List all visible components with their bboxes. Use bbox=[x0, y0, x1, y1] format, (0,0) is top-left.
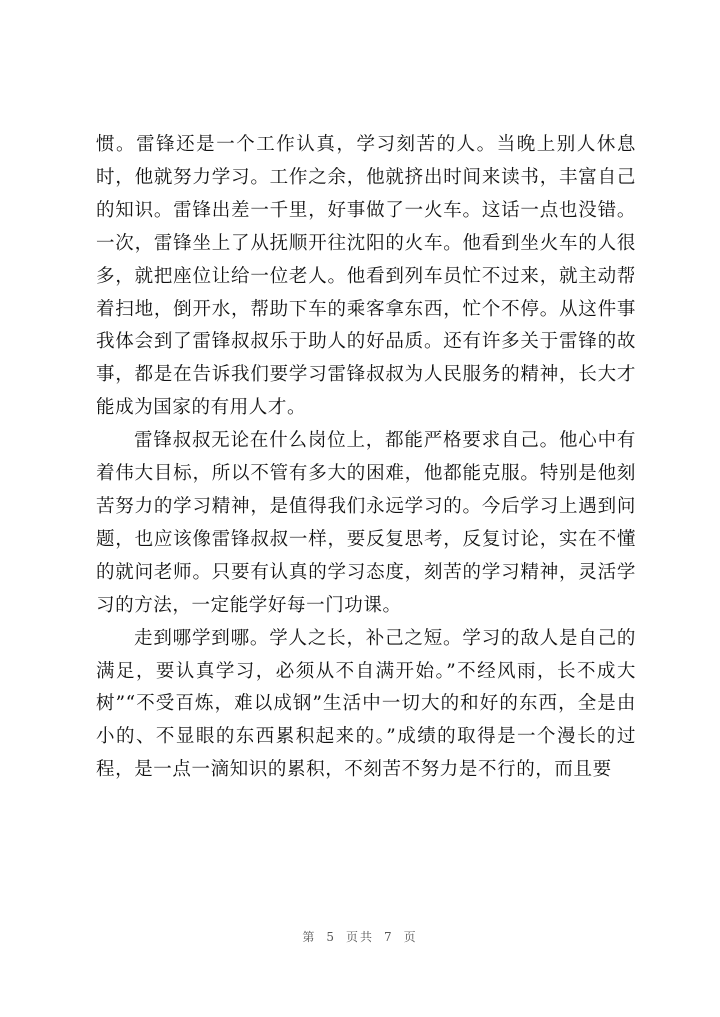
page-end-label: 页 bbox=[403, 930, 418, 944]
page-total-label: 页共 bbox=[345, 930, 374, 944]
paragraph-1: 惯。雷锋还是一个工作认真，学习刻苦的人。当晚上别人休息时，他就努力学习。工作之余，他就挤出时间来读书，丰富自己的知识。雷锋出差一千里，好事做了一火车。这话一点也没错。一次，雷锋坐上了从抚顺开往沈阳的火车。他看到坐火车的人很多，就把座位让给一位老人。他看到列车员忙不过来，就主动帮着扫地，倒开水，帮助下车的乘客拿东西，忙个不停。从这件事我体会到了雷锋叔叔乐于助人的好品质。还有许多关于雷锋的故事，都是在告诉我们要学习雷锋叔叔为人民服务的精神，长大才能成为国家的有用人才。 bbox=[96, 134, 636, 419]
paragraph-2: 雷锋叔叔无论在什么岗位上，都能严格要求自己。他心中有着伟大目标，所以不管有多大的困难，他都能克服。特别是他刻苦努力的学习精神，是值得我们永远学习的。今后学习上遇到问题，也应该像雷锋叔叔一样，要反复思考，反复讨论，实在不懂的就问老师。只要有认真的学习态度，刻苦的学习精神，灵活学习的方法，一定能学好每一门功课。 bbox=[96, 430, 636, 616]
page-label: 第 bbox=[302, 930, 317, 944]
page-footer bbox=[0, 928, 720, 945]
document-body bbox=[96, 129, 636, 787]
paragraph-3: 走到哪学到哪。学人之长，补己之短。学习的敌人是自己的满足，要认真学习，必须从不自满开始。”不经风雨，长不成大树”“不受百炼，难以成钢”生活中一切大的和好的东西，全是由小的、不显眼的东西累积起来的。”成绩的取得是一个漫长的过程，是一点一滴知识的累积，不刻苦不努力是不行的，而且要 bbox=[96, 627, 636, 781]
current-page-number: 5 bbox=[326, 930, 336, 944]
total-pages-number: 7 bbox=[384, 930, 394, 944]
